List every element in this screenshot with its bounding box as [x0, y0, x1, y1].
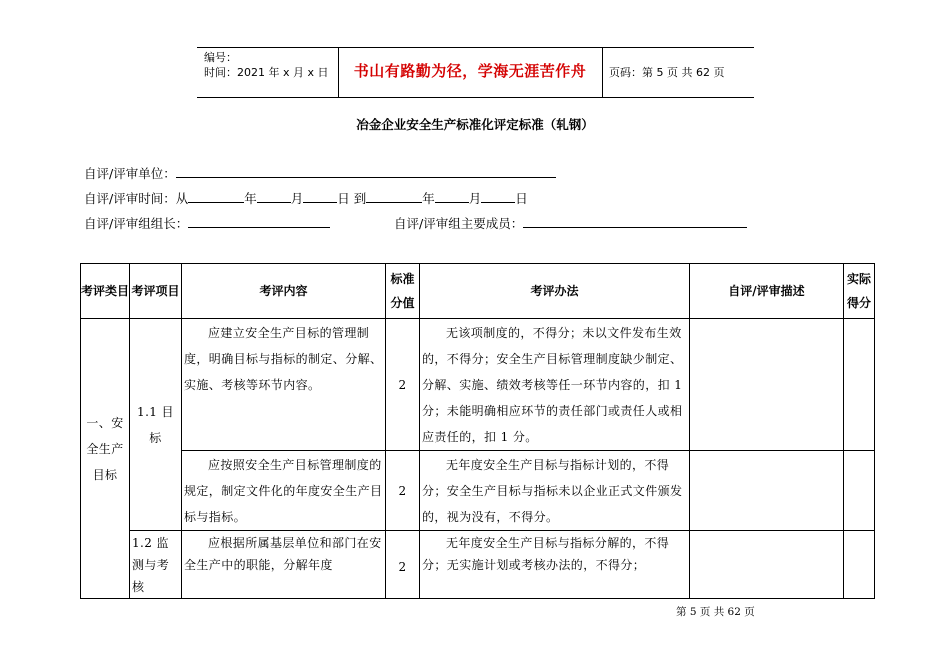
content-cell	[182, 319, 386, 451]
year-label: 年	[244, 191, 257, 206]
time-to-month-blank[interactable]	[435, 189, 469, 203]
unit-blank[interactable]	[176, 164, 556, 178]
method-cell	[420, 451, 690, 531]
time-from-month-blank[interactable]	[257, 189, 291, 203]
score-text: 2	[398, 560, 407, 574]
header-number-label: 编号：	[204, 51, 237, 64]
category-cell	[81, 319, 130, 599]
method-text: 无该项制度的，不得分；未以文件发布生效的，不得分；安全生产目标管理制度缺少制定、分解、实施、绩效考核等任一环节内容的，扣 1 分；未能明确相应环节的责任部门或责任人或相应责任的，扣 1 分。	[422, 326, 683, 444]
page-footer: 第 5 页 共 62 页	[676, 606, 755, 618]
form-time-line	[84, 189, 528, 207]
method-cell	[420, 319, 690, 451]
content-text: 应建立安全生产目标的管理制度，明确目标与指标的制定、分解、实施、考核等环节内容。	[184, 326, 383, 392]
time-from-day-blank[interactable]	[303, 189, 337, 203]
content-cell	[182, 531, 386, 599]
year-label-2: 年	[422, 191, 435, 206]
actual-score-cell[interactable]	[844, 531, 875, 599]
form-leader-line	[84, 214, 330, 232]
method-cell	[420, 531, 690, 599]
form-unit-line	[84, 164, 556, 182]
day-label: 日	[337, 191, 350, 206]
day-label-2: 日	[515, 191, 528, 206]
item-cell	[130, 531, 182, 599]
content-cell	[182, 451, 386, 531]
header-content: 考评内容	[182, 264, 386, 319]
item-text: 1.2 监测与考核	[132, 536, 170, 594]
description-cell[interactable]	[690, 531, 844, 599]
members-blank[interactable]	[523, 214, 747, 228]
header-time-label: 时间：2021 年 x 月 x 日	[204, 66, 329, 79]
header-divider-1	[338, 47, 339, 98]
actual-score-cell[interactable]	[844, 451, 875, 531]
time-to-year-blank[interactable]	[366, 189, 422, 203]
to-label: 到	[353, 191, 367, 206]
score-cell	[386, 531, 420, 599]
leader-label: 自评/评审组组长：	[84, 216, 189, 231]
header-divider-2	[602, 47, 603, 98]
unit-label: 自评/评审单位：	[84, 166, 176, 181]
category-text: 一、安全生产目标	[86, 416, 124, 482]
month-label-2: 月	[468, 191, 482, 206]
leader-blank[interactable]	[188, 214, 330, 228]
item-cell	[130, 319, 182, 531]
score-text: 2	[398, 378, 407, 392]
item-text: 1.1 目标	[137, 405, 174, 445]
time-to-day-blank[interactable]	[481, 189, 515, 203]
header-item: 考评项目	[130, 264, 182, 319]
header-category: 考评类目	[81, 264, 130, 319]
header-score: 标准分值	[386, 264, 420, 319]
header-description: 自评/评审描述	[690, 264, 844, 319]
method-text: 无年度安全生产目标与指标分解的，不得分；无实施计划或考核办法的，不得分；	[422, 536, 670, 572]
members-label: 自评/评审组主要成员：	[394, 216, 524, 231]
time-label: 自评/评审时间：从	[84, 191, 189, 206]
table-header-row	[81, 264, 875, 319]
header-page-label: 页码：第 5 页 共 62 页	[609, 66, 725, 79]
header-meta	[204, 50, 329, 80]
score-text: 2	[398, 484, 407, 498]
month-label: 月	[290, 191, 304, 206]
header-method: 考评办法	[420, 264, 690, 319]
score-cell	[386, 451, 420, 531]
header-bottom-rule	[197, 97, 754, 98]
description-cell[interactable]	[690, 451, 844, 531]
description-cell[interactable]	[690, 319, 844, 451]
time-from-year-blank[interactable]	[188, 189, 244, 203]
actual-score-cell[interactable]	[844, 319, 875, 451]
header-motto: 书山有路勤为径，学海无涯苦作舟	[353, 62, 587, 80]
form-members-line	[394, 214, 747, 232]
method-text: 无年度安全生产目标与指标计划的，不得分；安全生产目标与指标未以企业正式文件颁发的，视为没有，不得分。	[422, 458, 683, 524]
table-row	[81, 319, 875, 451]
evaluation-table	[80, 263, 875, 599]
score-cell	[386, 319, 420, 451]
document-title: 冶金企业安全生产标准化评定标准（轧钢）	[356, 117, 594, 132]
header-actual: 实际得分	[844, 264, 875, 319]
content-text: 应按照安全生产目标管理制度的规定，制定文件化的年度安全生产目标与指标。	[184, 458, 383, 524]
content-text: 应根据所属基层单位和部门在安全生产中的职能，分解年度	[184, 536, 382, 572]
header-top-rule	[197, 47, 754, 48]
table-row	[81, 451, 875, 531]
table-row	[81, 531, 875, 599]
